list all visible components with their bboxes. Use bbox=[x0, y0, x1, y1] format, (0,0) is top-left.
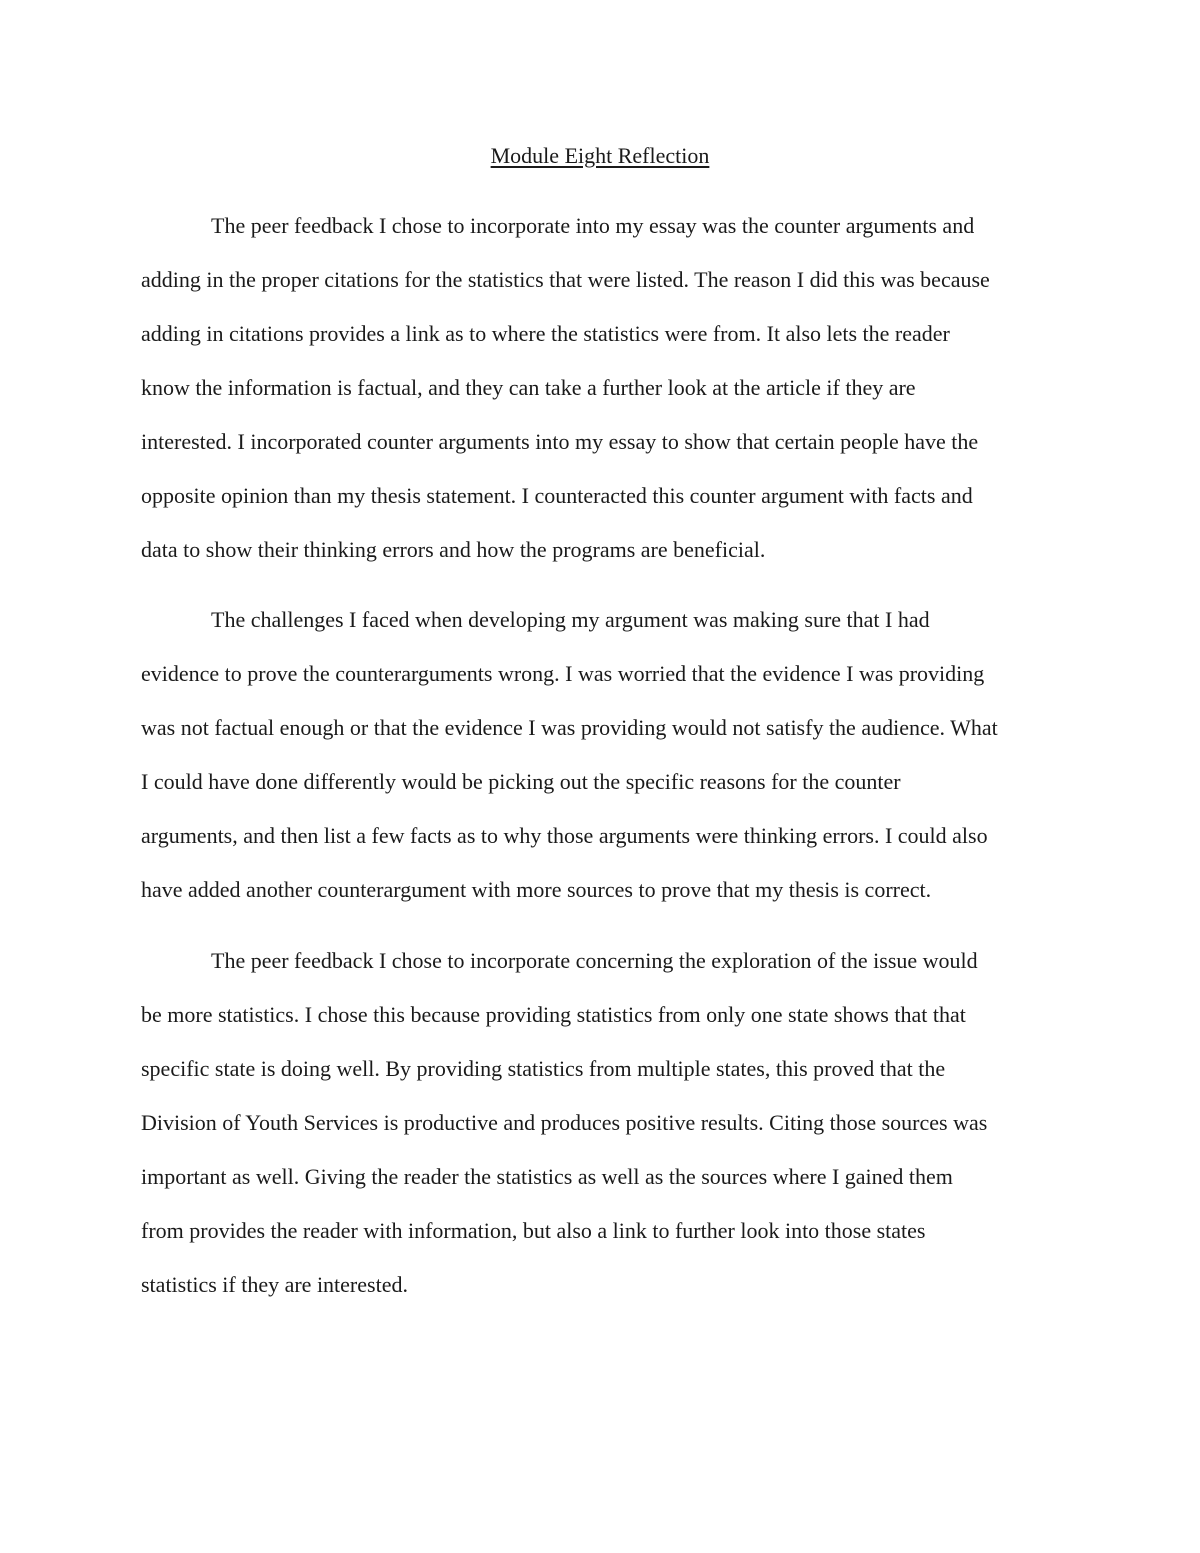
paragraph-2-line-3: was not factual enough or that the evidence I was providing would not satisfy the audience. What bbox=[141, 715, 998, 740]
paragraph-3-line-6: from provides the reader with information, but also a link to further look into those states bbox=[141, 1218, 926, 1243]
paragraph-2-line-2: evidence to prove the counterarguments wrong. I was worried that the evidence I was providing bbox=[141, 661, 985, 686]
paragraph-2-line-5: arguments, and then list a few facts as to why those arguments were thinking errors. I could also bbox=[141, 823, 988, 848]
paragraph-1-line-4: know the information is factual, and they can take a further look at the article if they are bbox=[141, 375, 916, 400]
paragraph-3-line-1: The peer feedback I chose to incorporate concerning the exploration of the issue would bbox=[211, 948, 978, 973]
paragraph-3-line-7: statistics if they are interested. bbox=[141, 1272, 408, 1297]
paragraph-2-line-6: have added another counterargument with more sources to prove that my thesis is correct. bbox=[141, 877, 932, 902]
paragraph-1-line-7: data to show their thinking errors and how the programs are beneficial. bbox=[141, 537, 766, 562]
paragraph-1-line-5: interested. I incorporated counter arguments into my essay to show that certain people have the bbox=[141, 429, 979, 454]
paragraph-3-line-3: specific state is doing well. By providing statistics from multiple states, this proved that the bbox=[141, 1056, 946, 1081]
paragraph-3-line-4: Division of Youth Services is productive and produces positive results. Citing those sources was bbox=[141, 1110, 988, 1135]
paragraph-1-line-1: The peer feedback I chose to incorporate into my essay was the counter arguments and bbox=[211, 213, 975, 238]
paragraph-3-line-5: important as well. Giving the reader the statistics as well as the sources where I gained them bbox=[141, 1164, 953, 1189]
paragraph-3-line-2: be more statistics. I chose this because providing statistics from only one state shows that that bbox=[141, 1002, 966, 1027]
paragraph-1-line-3: adding in citations provides a link as to where the statistics were from. It also lets the reader bbox=[141, 321, 950, 346]
document-title: Module Eight Reflection bbox=[490, 143, 710, 168]
paragraph-2-line-1: The challenges I faced when developing my argument was making sure that I had bbox=[211, 607, 930, 632]
paragraph-1-line-6: opposite opinion than my thesis statement. I counteracted this counter argument with facts and bbox=[141, 483, 973, 508]
paragraph-1-line-2: adding in the proper citations for the statistics that were listed. The reason I did this was because bbox=[141, 267, 990, 292]
paragraph-2-line-4: I could have done differently would be picking out the specific reasons for the counter bbox=[141, 769, 901, 794]
